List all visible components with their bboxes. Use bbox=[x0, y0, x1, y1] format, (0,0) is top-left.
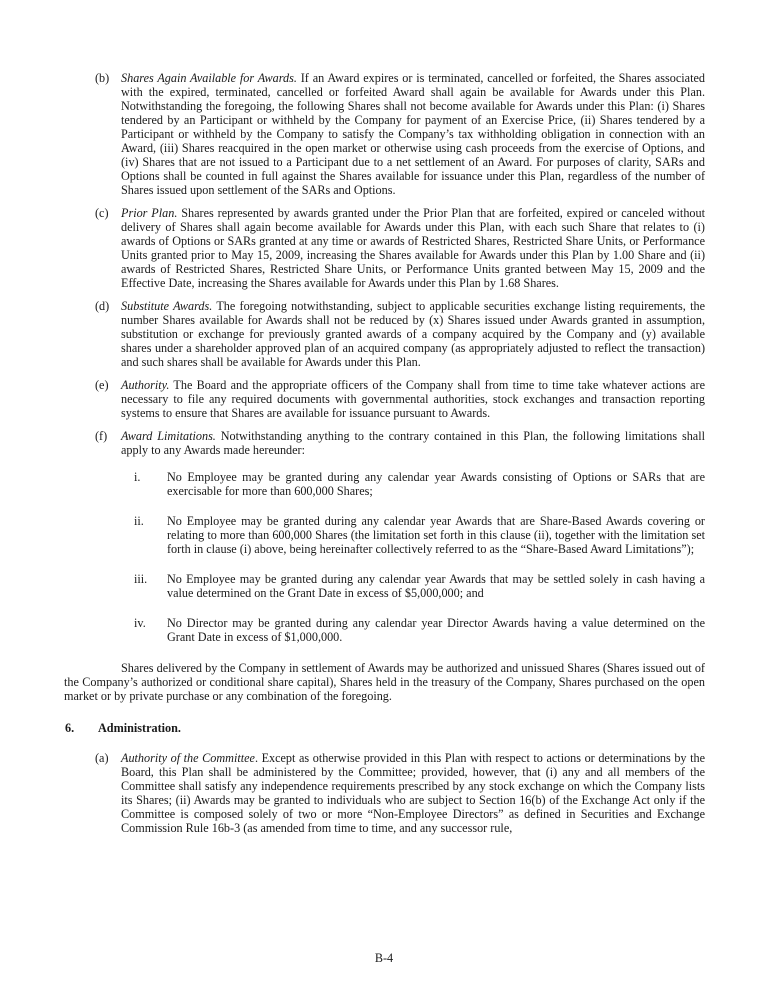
paragraph-d-lead: Substitute Awards. bbox=[121, 299, 213, 313]
document-content bbox=[64, 71, 705, 844]
section-number: 6. bbox=[65, 721, 75, 735]
paragraph-f-lead: Award Limitations. bbox=[121, 429, 216, 443]
paragraph-b-label: (b) bbox=[95, 71, 110, 85]
paragraph-a bbox=[64, 751, 705, 835]
limitation-item-iv-label: iv. bbox=[134, 616, 146, 630]
paragraph-e bbox=[64, 378, 705, 420]
limitation-item-i-label: i. bbox=[134, 470, 141, 484]
paragraph-b-lead: Shares Again Available for Awards. bbox=[121, 71, 297, 85]
section-heading-administration bbox=[64, 721, 705, 735]
limitation-item-i bbox=[64, 470, 705, 498]
limitation-item-ii-body: No Employee may be granted during any calendar year Awards that are Share-Based Awards covering or relating to more than 600,000 Shares (the limitation set forth in this clause (ii), together with the limitation set forth in clause (i) above, being hereinafter collectively referred to as the “Share-Based Award Limitations”); bbox=[167, 514, 705, 556]
paragraph-d bbox=[64, 299, 705, 369]
limitation-item-iv bbox=[64, 616, 705, 644]
paragraph-c bbox=[64, 206, 705, 290]
limitation-item-iii-body: No Employee may be granted during any calendar year Awards that may be settled solely in cash having a value determined on the Grant Date in excess of $5,000,000; and bbox=[167, 572, 705, 600]
paragraph-b-body: If an Award expires or is terminated, cancelled or forfeited, the Shares associated with the expired, terminated, cancelled or forfeited Award shall again be available for Awards under this Plan. Notwithstanding the foregoing, the following Shares shall not become available for Awards under this Plan: (i) Shares tendered by an Participant or withheld by the Company for payment of an Exercise Price, (ii) Shares tendered by a Participant or withheld by the Company to satisfy the Company’s tax withholding obligation in connection with an Award, (iii) Shares reacquired in the open market or otherwise using cash proceeds from the exercise of Options, and (iv) Shares that are not issued to a Participant due to a net settlement of an Award. For purposes of clarity, SARs and Options shall be counted in full against the Shares available for issuance under this Plan, regardless of the number of Shares issued upon settlement of the SARs and Options. bbox=[121, 71, 705, 197]
paragraph-a-lead: Authority of the Committee bbox=[121, 751, 255, 765]
paragraph-f-label: (f) bbox=[95, 429, 108, 443]
paragraph-f-body: Notwithstanding anything to the contrary contained in this Plan, the following limitations shall apply to any Awards made hereunder: bbox=[121, 429, 705, 457]
paragraph-e-lead: Authority. bbox=[121, 378, 170, 392]
paragraph-a-body: . Except as otherwise provided in this Plan with respect to actions or determinations by the Board, this Plan shall be administered by the Committee; provided, however, that (i) any and all members of the Committee shall satisfy any independence requirements prescribed by any stock exchange on which the Company lists its Shares; (ii) Awards may be granted to individuals who are subject to Section 16(b) of the Exchange Act only if the Committee is composed solely of two or more “Non-Employee Directors” as defined in Securities and Exchange Commission Rule 16b-3 (as amended from time to time, and any successor rule, bbox=[121, 751, 705, 835]
paragraph-f bbox=[64, 429, 705, 457]
limitation-item-iii-label: iii. bbox=[134, 572, 148, 586]
limitation-item-iii bbox=[64, 572, 705, 600]
limitation-item-ii bbox=[64, 514, 705, 556]
limitation-item-i-body: No Employee may be granted during any calendar year Awards consisting of Options or SARs that are exercisable for more than 600,000 Shares; bbox=[167, 470, 705, 498]
paragraph-d-body: The foregoing notwithstanding, subject to applicable securities exchange listing requirements, the number Shares available for Awards shall not be reduced by (x) Shares issued under Awards granted in assumption, substitution or exchange for previously granted awards of a company acquired by the Company and (y) available shares under a shareholder approved plan of an acquired company (as appropriately adjusted to reflect the transaction) and such shares shall be available for Awards under this Plan. bbox=[121, 299, 705, 369]
closing-paragraph: Shares delivered by the Company in settlement of Awards may be authorized and unissued Shares (Shares issued out of the Company’s authorized or conditional share capital), Shares held in the treasury of the Company, Shares purchased on the open market or by private purchase or any combination of the foregoing. bbox=[64, 661, 705, 703]
limitation-item-iv-body: No Director may be granted during any calendar year Director Awards having a value determined on the Grant Date in excess of $1,000,000. bbox=[167, 616, 705, 644]
paragraph-c-label: (c) bbox=[95, 206, 109, 220]
paragraph-b bbox=[64, 71, 705, 197]
paragraph-e-label: (e) bbox=[95, 378, 109, 392]
paragraph-a-label: (a) bbox=[95, 751, 109, 765]
page-number: B-4 bbox=[374, 951, 394, 965]
paragraph-d-label: (d) bbox=[95, 299, 110, 313]
limitation-item-ii-label: ii. bbox=[134, 514, 144, 528]
paragraph-c-body: Shares represented by awards granted under the Prior Plan that are forfeited, expired or canceled without delivery of Shares shall again become available for Awards under this Plan, with each such Share that relates to (i) awards of Options or SARs granted at any time or awards of Restricted Shares, Restricted Share Units, or Performance Units granted prior to May 15, 2009, increasing the Shares available for Awards under this Plan by 1.00 Share and (ii) awards of Restricted Shares, Restricted Share Units, or Performance Units granted between May 15, 2009 and the Effective Date, increasing the Shares available for Awards under this Plan by 1.68 Shares. bbox=[121, 206, 705, 290]
paragraph-e-body: The Board and the appropriate officers of the Company shall from time to time take whatever actions are necessary to file any required documents with governmental authorities, stock exchanges and transaction reporting systems to ensure that Shares are available for issuance pursuant to Awards. bbox=[121, 378, 705, 420]
paragraph-c-lead: Prior Plan. bbox=[121, 206, 178, 220]
section-title: Administration. bbox=[98, 721, 181, 735]
